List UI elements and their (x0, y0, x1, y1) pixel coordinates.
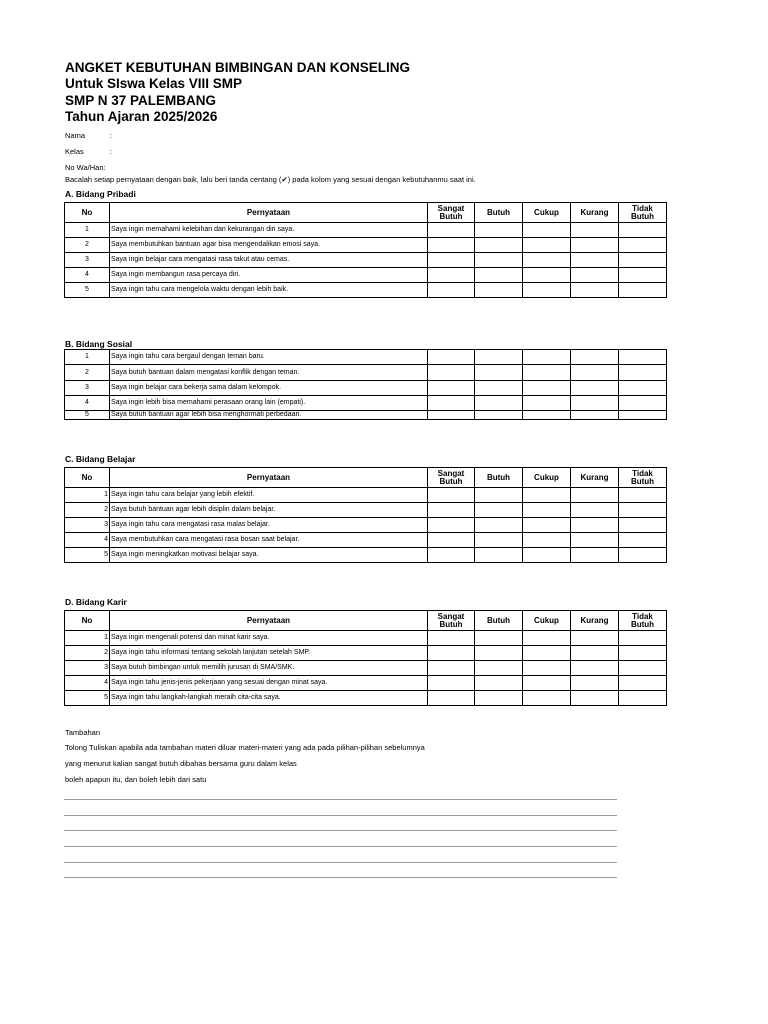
check-kurang[interactable] (571, 503, 619, 518)
col-butuh: Butuh (475, 203, 523, 223)
check-butuh[interactable] (475, 381, 523, 396)
check-butuh[interactable] (475, 631, 523, 646)
row-statement: Saya butuh bimbingan untuk memilih jurusan di SMA/SMK. (110, 661, 428, 676)
col-pernyataan: Pernyataan (110, 203, 428, 223)
row-statement: Saya ingin lebih bisa memahami perasaan orang lain (empati). (110, 396, 428, 411)
row-number: 4 (65, 268, 110, 283)
col-no: No (65, 611, 110, 631)
row-statement: Saya ingin tahu cara belajar yang lebih efektif. (110, 488, 428, 503)
table-belajar (64, 467, 667, 563)
check-cukup[interactable] (523, 381, 571, 396)
col-butuh: Butuh (475, 611, 523, 631)
check-sangat-butuh[interactable] (428, 661, 475, 676)
table-header-row (65, 611, 667, 631)
table-row (65, 396, 667, 411)
check-kurang[interactable] (571, 548, 619, 563)
check-butuh[interactable] (475, 676, 523, 691)
check-butuh[interactable] (475, 365, 523, 381)
col-cukup: Cukup (523, 203, 571, 223)
row-number: 5 (65, 691, 110, 706)
check-kurang[interactable] (571, 365, 619, 381)
row-number: 4 (65, 533, 110, 548)
row-statement: Saya ingin belajar cara mengatasi rasa takut atau cemas. (110, 253, 428, 268)
check-tidak-butuh[interactable] (619, 411, 667, 420)
check-butuh[interactable] (475, 646, 523, 661)
row-statement: Saya butuh bantuan dalam mengatasi konflik dengan teman. (110, 365, 428, 381)
check-kurang[interactable] (571, 350, 619, 365)
table-row (65, 381, 667, 396)
row-statement: Saya ingin membangun rasa percaya diri. (110, 268, 428, 283)
check-tidak-butuh[interactable] (619, 253, 667, 268)
check-sangat-butuh[interactable] (428, 350, 475, 365)
check-kurang[interactable] (571, 223, 619, 238)
check-butuh[interactable] (475, 396, 523, 411)
check-cukup[interactable] (523, 396, 571, 411)
check-tidak-butuh[interactable] (619, 548, 667, 563)
instruction-text: Bacalah setiap pernyataan dengan baik, lalu beri tanda centang (✔) pada kolom yang sesuai dengan kebutuhanmu saat ini. (65, 175, 476, 184)
writing-line[interactable] (64, 846, 617, 847)
check-cukup[interactable] (523, 503, 571, 518)
check-tidak-butuh[interactable] (619, 365, 667, 381)
table-pribadi (64, 202, 667, 298)
check-butuh[interactable] (475, 238, 523, 253)
check-sangat-butuh[interactable] (428, 548, 475, 563)
row-number: 5 (65, 283, 110, 298)
table-row (65, 518, 667, 533)
check-kurang[interactable] (571, 268, 619, 283)
row-number: 1 (65, 350, 110, 365)
check-cukup[interactable] (523, 548, 571, 563)
row-number: 4 (65, 396, 110, 411)
table-karir (64, 610, 667, 706)
col-tidak-butuh: Tidak Butuh (619, 468, 667, 488)
table-row (65, 548, 667, 563)
check-cukup[interactable] (523, 661, 571, 676)
check-sangat-butuh[interactable] (428, 238, 475, 253)
col-no: No (65, 468, 110, 488)
row-number: 3 (65, 518, 110, 533)
col-sangat-butuh: Sangat Butuh (428, 203, 475, 223)
check-kurang[interactable] (571, 691, 619, 706)
row-statement: Saya ingin tahu cara mengelola waktu dengan lebih baik. (110, 283, 428, 298)
table-row (65, 365, 667, 381)
check-sangat-butuh[interactable] (428, 253, 475, 268)
check-butuh[interactable] (475, 691, 523, 706)
table-row (65, 631, 667, 646)
check-tidak-butuh[interactable] (619, 396, 667, 411)
row-number: 1 (65, 631, 110, 646)
col-sangat-butuh: Sangat Butuh (428, 468, 475, 488)
check-kurang[interactable] (571, 411, 619, 420)
col-pernyataan: Pernyataan (110, 468, 428, 488)
check-cukup[interactable] (523, 488, 571, 503)
check-cukup[interactable] (523, 223, 571, 238)
check-sangat-butuh[interactable] (428, 396, 475, 411)
check-cukup[interactable] (523, 631, 571, 646)
check-tidak-butuh[interactable] (619, 283, 667, 298)
check-tidak-butuh[interactable] (619, 238, 667, 253)
row-number: 3 (65, 253, 110, 268)
check-sangat-butuh[interactable] (428, 533, 475, 548)
check-tidak-butuh[interactable] (619, 488, 667, 503)
check-kurang[interactable] (571, 646, 619, 661)
check-tidak-butuh[interactable] (619, 661, 667, 676)
check-sangat-butuh[interactable] (428, 488, 475, 503)
col-no: No (65, 203, 110, 223)
check-cukup[interactable] (523, 646, 571, 661)
check-butuh[interactable] (475, 283, 523, 298)
check-cukup[interactable] (523, 411, 571, 420)
row-statement: Saya ingin belajar cara bekerja sama dalam kelompok. (110, 381, 428, 396)
check-sangat-butuh[interactable] (428, 646, 475, 661)
table-row (65, 238, 667, 253)
hp-label: No Wa/Han: (65, 163, 106, 172)
table-row (65, 411, 667, 420)
section-title-karir: D. Bidang Karir (65, 597, 127, 607)
row-number: 2 (65, 646, 110, 661)
table-row (65, 283, 667, 298)
row-number: 3 (65, 381, 110, 396)
kelas-colon: : (110, 147, 113, 156)
col-pernyataan: Pernyataan (110, 611, 428, 631)
check-cukup[interactable] (523, 268, 571, 283)
section-title-pribadi: A. Bidang Pribadi (65, 189, 136, 199)
col-kurang: Kurang (571, 611, 619, 631)
check-tidak-butuh[interactable] (619, 223, 667, 238)
check-cukup[interactable] (523, 533, 571, 548)
check-kurang[interactable] (571, 283, 619, 298)
row-statement: Saya ingin mengenali potensi dan minat karir saya. (110, 631, 428, 646)
section-title-belajar: C. Bidang Belajar (65, 454, 136, 464)
form-title: ANGKET KEBUTUHAN BIMBINGAN DAN KONSELING (65, 60, 410, 75)
nama-label: Nama (65, 131, 86, 140)
check-butuh[interactable] (475, 533, 523, 548)
table-row (65, 253, 667, 268)
tambahan-instruction-2: yang menurut kalian sangat butuh dibahas bersama guru dalam kelas (65, 759, 297, 768)
writing-line[interactable] (64, 862, 617, 863)
check-tidak-butuh[interactable] (619, 676, 667, 691)
form-subtitle-class: Untuk SIswa Kelas VIII SMP (65, 76, 243, 91)
check-cukup[interactable] (523, 350, 571, 365)
check-cukup[interactable] (523, 691, 571, 706)
tambahan-instruction-1: Tolong Tuliskan apabila ada tambahan materi diluar materi-materi yang ada pada pilihan-pilihan sebelumnya (65, 743, 425, 752)
check-kurang[interactable] (571, 253, 619, 268)
table-sosial (64, 349, 667, 420)
section-title-sosial: B. Bidang Sosial (65, 339, 133, 349)
row-number: 5 (65, 411, 110, 420)
check-kurang[interactable] (571, 661, 619, 676)
check-sangat-butuh[interactable] (428, 503, 475, 518)
writing-line[interactable] (64, 799, 617, 800)
check-cukup[interactable] (523, 676, 571, 691)
row-statement: Saya ingin tahu langkah-langkah meraih cita-cita saya. (110, 691, 428, 706)
table-row (65, 488, 667, 503)
row-statement: Saya ingin tahu jenis-jenis pekerjaan yang sesuai dengan minat saya. (110, 676, 428, 691)
check-sangat-butuh[interactable] (428, 268, 475, 283)
check-tidak-butuh[interactable] (619, 518, 667, 533)
check-sangat-butuh[interactable] (428, 518, 475, 533)
check-cukup[interactable] (523, 238, 571, 253)
row-statement: Saya ingin tahu informasi tentang sekolah lanjutan setelah SMP. (110, 646, 428, 661)
check-kurang[interactable] (571, 238, 619, 253)
check-sangat-butuh[interactable] (428, 676, 475, 691)
table-row (65, 223, 667, 238)
col-butuh: Butuh (475, 468, 523, 488)
writing-line[interactable] (64, 830, 617, 831)
row-statement: Saya ingin tahu cara bergaul dengan teman baru. (110, 350, 428, 365)
row-statement: Saya butuh bantuan agar lebih disiplin dalam belajar. (110, 503, 428, 518)
table-header-row (65, 203, 667, 223)
row-number: 5 (65, 548, 110, 563)
table-row (65, 661, 667, 676)
check-butuh[interactable] (475, 503, 523, 518)
row-number: 4 (65, 676, 110, 691)
check-butuh[interactable] (475, 518, 523, 533)
check-butuh[interactable] (475, 488, 523, 503)
check-kurang[interactable] (571, 488, 619, 503)
row-statement: Saya ingin meningkatkan motivasi belajar saya. (110, 548, 428, 563)
form-subtitle-school: SMP N 37 PALEMBANG (65, 93, 217, 108)
check-butuh[interactable] (475, 268, 523, 283)
tambahan-label: Tambahan (65, 728, 101, 737)
col-tidak-butuh: Tidak Butuh (619, 611, 667, 631)
check-sangat-butuh[interactable] (428, 411, 475, 420)
table-row (65, 268, 667, 283)
check-cukup[interactable] (523, 253, 571, 268)
check-tidak-butuh[interactable] (619, 691, 667, 706)
writing-line[interactable] (64, 815, 617, 816)
check-butuh[interactable] (475, 661, 523, 676)
tambahan-instruction-3: boleh apapun itu, dan boleh lebih dari satu (65, 775, 207, 784)
check-tidak-butuh[interactable] (619, 268, 667, 283)
check-kurang[interactable] (571, 533, 619, 548)
check-sangat-butuh[interactable] (428, 381, 475, 396)
table-row (65, 691, 667, 706)
check-cukup[interactable] (523, 365, 571, 381)
check-sangat-butuh[interactable] (428, 365, 475, 381)
check-sangat-butuh[interactable] (428, 223, 475, 238)
row-number: 1 (65, 223, 110, 238)
table-row (65, 350, 667, 365)
check-kurang[interactable] (571, 381, 619, 396)
col-cukup: Cukup (523, 611, 571, 631)
check-kurang[interactable] (571, 676, 619, 691)
check-sangat-butuh[interactable] (428, 631, 475, 646)
check-cukup[interactable] (523, 518, 571, 533)
row-statement: Saya membutuhkan bantuan agar bisa mengendalikan emosi saya. (110, 238, 428, 253)
row-number: 2 (65, 503, 110, 518)
table-row (65, 533, 667, 548)
check-tidak-butuh[interactable] (619, 533, 667, 548)
row-number: 2 (65, 365, 110, 381)
col-tidak-butuh: Tidak Butuh (619, 203, 667, 223)
check-butuh[interactable] (475, 548, 523, 563)
col-kurang: Kurang (571, 468, 619, 488)
table-header-row (65, 468, 667, 488)
row-statement: Saya membutuhkan cara mengatasi rasa bosan saat belajar. (110, 533, 428, 548)
row-statement: Saya ingin tahu cara mengatasi rasa malas belajar. (110, 518, 428, 533)
form-subtitle-year: Tahun Ajaran 2025/2026 (65, 109, 218, 124)
col-kurang: Kurang (571, 203, 619, 223)
table-row (65, 646, 667, 661)
check-butuh[interactable] (475, 411, 523, 420)
writing-line[interactable] (64, 877, 617, 878)
table-row (65, 503, 667, 518)
check-cukup[interactable] (523, 283, 571, 298)
row-number: 1 (65, 488, 110, 503)
check-kurang[interactable] (571, 631, 619, 646)
table-row (65, 676, 667, 691)
col-sangat-butuh: Sangat Butuh (428, 611, 475, 631)
nama-colon: : (110, 131, 113, 140)
check-butuh[interactable] (475, 350, 523, 365)
row-statement: Saya ingin memahami kelebihan dan kekurangan diri saya. (110, 223, 428, 238)
row-number: 3 (65, 661, 110, 676)
check-kurang[interactable] (571, 518, 619, 533)
check-butuh[interactable] (475, 253, 523, 268)
check-sangat-butuh[interactable] (428, 691, 475, 706)
row-number: 2 (65, 238, 110, 253)
kelas-label: Kelas (65, 147, 84, 156)
col-cukup: Cukup (523, 468, 571, 488)
check-tidak-butuh[interactable] (619, 631, 667, 646)
row-statement: Saya butuh bantuan agar lebih bisa menghormati perbedaan. (110, 411, 428, 420)
check-tidak-butuh[interactable] (619, 381, 667, 396)
check-tidak-butuh[interactable] (619, 350, 667, 365)
check-tidak-butuh[interactable] (619, 503, 667, 518)
check-sangat-butuh[interactable] (428, 283, 475, 298)
check-kurang[interactable] (571, 396, 619, 411)
check-butuh[interactable] (475, 223, 523, 238)
check-tidak-butuh[interactable] (619, 646, 667, 661)
